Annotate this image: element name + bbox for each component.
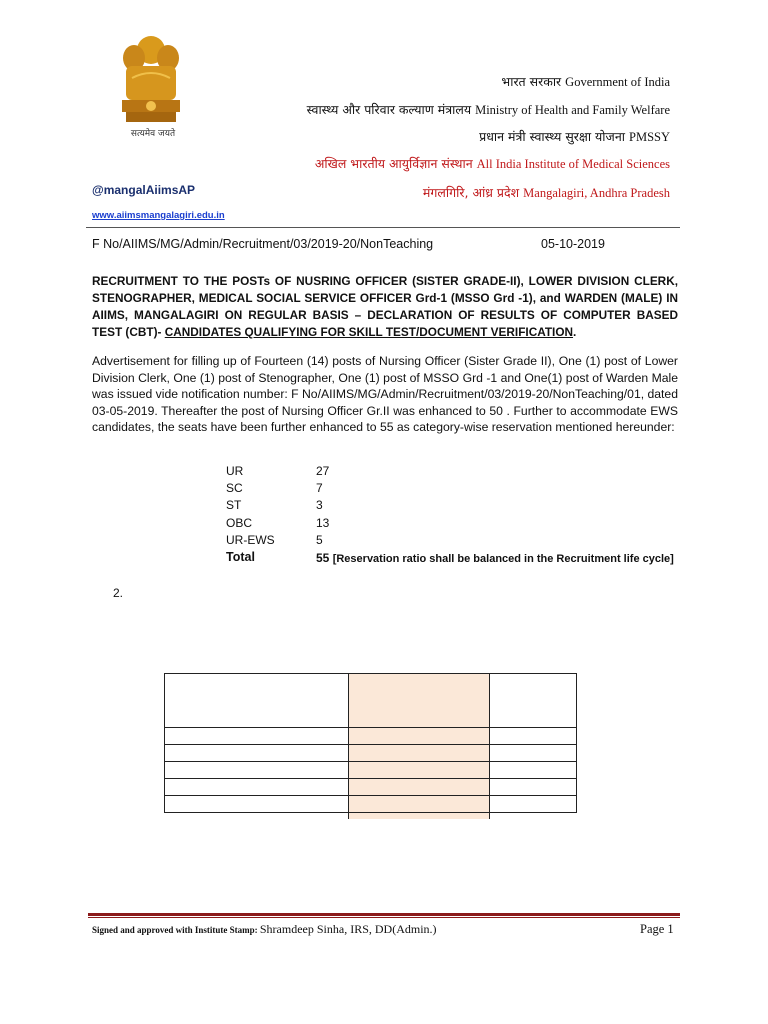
reservation-category: SC — [226, 481, 243, 495]
table-cell — [490, 674, 577, 728]
table-row — [165, 813, 577, 819]
reference-date: 05-10-2019 — [541, 237, 605, 251]
table-cell — [165, 813, 349, 819]
header-line-aiims: अखिल भारतीय आयुर्विज्ञान संस्थान All India Institute of Medical Sciences — [314, 156, 670, 171]
reservation-seats: 7 — [316, 481, 323, 495]
reservation-total — [316, 551, 674, 565]
table-cell — [349, 728, 490, 745]
footer-sign-label: Signed and approved with Institute Stamp: — [92, 925, 258, 935]
reservation-seats: 5 — [316, 533, 323, 547]
table-row — [165, 762, 577, 779]
subject-heading: RECRUITMENT TO THE POSTs OF NUSRING OFFICER (SISTER GRADE-II), LOWER DIVISION CLERK, STENOGRAPHER, MEDICAL SOCIAL SERVICE OFFICER Grd-1 (MSSO Grd -1), and WARDEN (MALE) IN AIIMS, MANGALAGIRI ON REGULAR BASIS – DECLARATION OF RESULTS OF COMPUTER BASED TEST (CBT)- CANDIDATES QUALIFYING FOR SKILL TEST/DOCUMENT VERIFICATION. — [92, 274, 678, 339]
social-handle: @mangalAiimsAP — [92, 183, 196, 197]
table-cell — [165, 762, 349, 779]
table-cell — [349, 779, 490, 796]
table-cell — [349, 796, 490, 813]
reservation-category: UR — [226, 464, 244, 478]
table-cell — [490, 728, 577, 745]
emblem-motto: सत्यमेव जयते — [130, 129, 176, 139]
reservation-seats: 13 — [316, 516, 330, 530]
reservation-total-seats: 55 — [316, 551, 330, 565]
reservation-note: [Reservation ratio shall be balanced in the Recruitment life cycle] — [332, 553, 674, 565]
table-cell — [490, 779, 577, 796]
page-number: Page 1 — [640, 922, 674, 936]
table-cell — [490, 745, 577, 762]
header-line-pmssy: प्रधान मंत्री स्वास्थ्य सुरक्षा योजना PMSSY — [479, 129, 670, 144]
header-line-government: भारत सरकार Government of India — [501, 74, 670, 89]
header-line-ministry: स्वास्थ्य और परिवार कल्याण मंत्रालय Ministry of Health and Family Welfare — [306, 102, 670, 117]
reservation-category: OBC — [226, 516, 253, 530]
table-cell — [490, 813, 577, 819]
reservation-seats: 3 — [316, 498, 323, 512]
reference-number: F No/AIIMS/MG/Admin/Recruitment/03/2019-20/NonTeaching — [92, 237, 434, 251]
website-link[interactable]: www.aiimsmangalagiri.edu.in — [92, 210, 225, 221]
reservation-total-label: Total — [226, 550, 255, 564]
table-row — [165, 779, 577, 796]
results-table — [164, 673, 577, 819]
table-row — [165, 674, 577, 728]
footer-signature — [92, 922, 437, 937]
table-cell — [349, 674, 490, 728]
table-row — [165, 728, 577, 745]
header-line-location: मंगलगिरि, आंध्र प्रदेश Mangalagiri, Andhra Pradesh — [422, 185, 670, 200]
reservation-category: UR-EWS — [226, 533, 275, 547]
table-cell — [349, 813, 490, 819]
table-cell — [165, 745, 349, 762]
table-row — [165, 745, 577, 762]
table-cell — [165, 674, 349, 728]
table-cell — [490, 796, 577, 813]
reservation-seats: 27 — [316, 464, 330, 478]
table-cell — [349, 745, 490, 762]
national-emblem-icon — [112, 28, 190, 128]
table-cell — [349, 762, 490, 779]
table-cell — [165, 796, 349, 813]
footer-divider-thin — [88, 917, 680, 918]
footer-signatory: Shramdeep Sinha, IRS, DD(Admin.) — [259, 922, 437, 936]
table-row — [165, 796, 577, 813]
body-paragraph: Advertisement for filling up of Fourteen (14) posts of Nursing Officer (Sister Grade II), One (1) post of Lower Division Clerk, One (1) post of Stenographer, One (1) post of MSSO Grd -1 and One(1) post of Warden Male was issued vide notification number: F No/AIIMS/MG/Admin/Recruitment/03/2019-20/NonTeaching/01, dated 03-05-2019. Thereafter the post of Nursing Officer Gr.II was enhanced to 50 . Further to accommodate EWS candidates, the seats have been further enhanced to 55 as category-wise reservation mentioned hereunder: — [92, 354, 678, 435]
reservation-category: ST — [226, 498, 242, 512]
footer-divider — [88, 913, 680, 916]
header-divider — [86, 227, 680, 228]
table-cell — [490, 762, 577, 779]
table-cell — [165, 728, 349, 745]
table-cell — [165, 779, 349, 796]
point-number: 2. — [113, 586, 124, 600]
